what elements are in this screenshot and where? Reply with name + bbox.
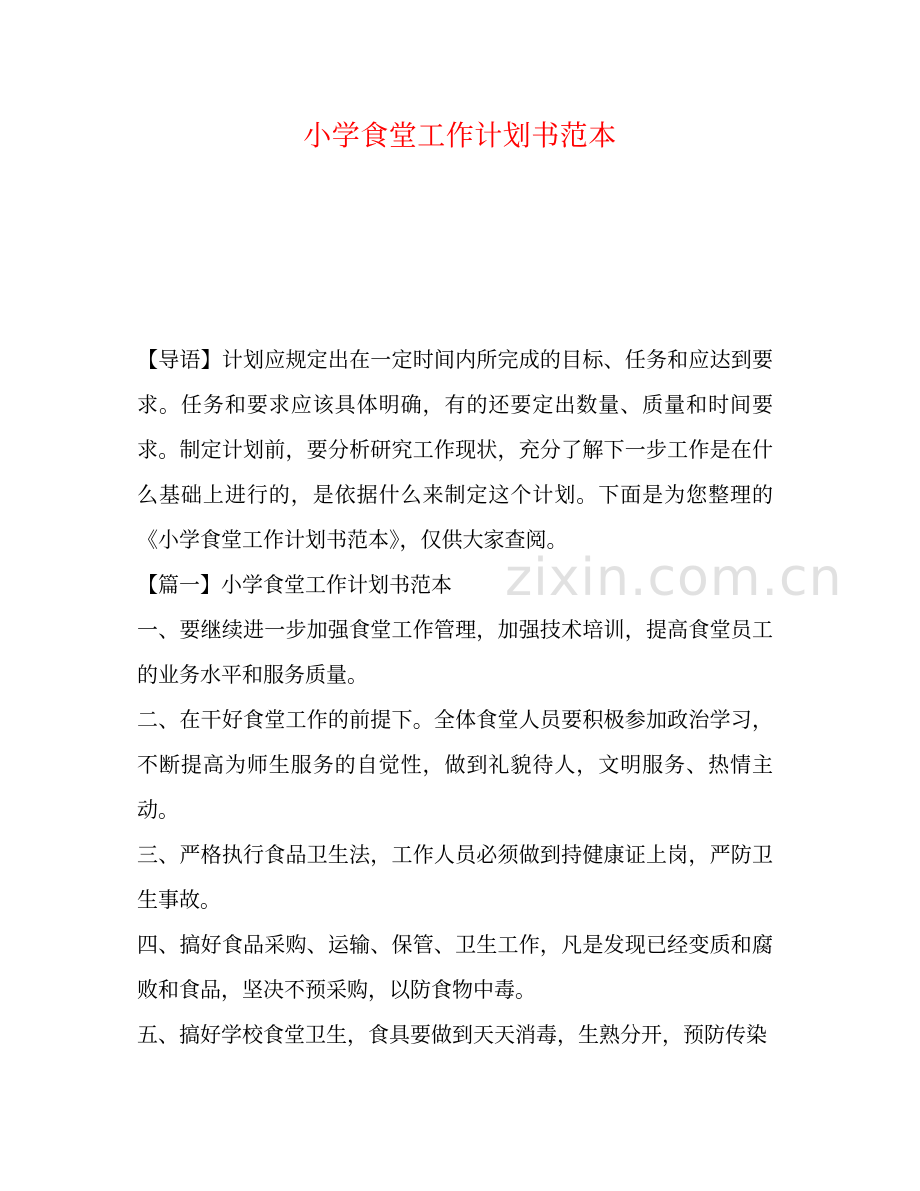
document-title: 小学食堂工作计划书范本 (303, 119, 617, 152)
item-paragraph-3: 三、严格执行食品卫生法，工作人员必须做到持健康证上岗，严防卫生事故。 (137, 843, 773, 912)
item-paragraph-1: 一、要继续进一步加强食堂工作管理，加强技术培训，提高食堂员工的业务水平和服务质量。 (137, 618, 773, 687)
item-paragraph-4: 四、搞好食品采购、运输、保管、卫生工作，凡是发现已经变质和腐败和食品，坚决不预采购，以防食物中毒。 (137, 933, 773, 1002)
document-body (137, 338, 773, 1058)
intro-paragraph: 【导语】计划应规定出在一定时间内所完成的目标、任务和应达到要求。任务和要求应该具体明确，有的还要定出数量、质量和时间要求。制定计划前，要分析研究工作现状，充分了解下一步工作是在什么基础上进行的，是依据什么来制定这个计划。下面是为您整理的《小学食堂工作计划书范本》，仅供大家查阅。 (137, 348, 773, 552)
item-paragraph-2: 二、在干好食堂工作的前提下。全体食堂人员要积极参加政治学习，不断提高为师生服务的自觉性，做到礼貌待人，文明服务、热情主动。 (137, 708, 773, 822)
site-watermark: zixin.com.cn (505, 548, 843, 608)
section-heading: 【篇一】小学食堂工作计划书范本 (137, 573, 452, 597)
item-paragraph-5: 五、搞好学校食堂卫生，食具要做到天天消毒，生熟分开，预防传染 (137, 1023, 767, 1047)
